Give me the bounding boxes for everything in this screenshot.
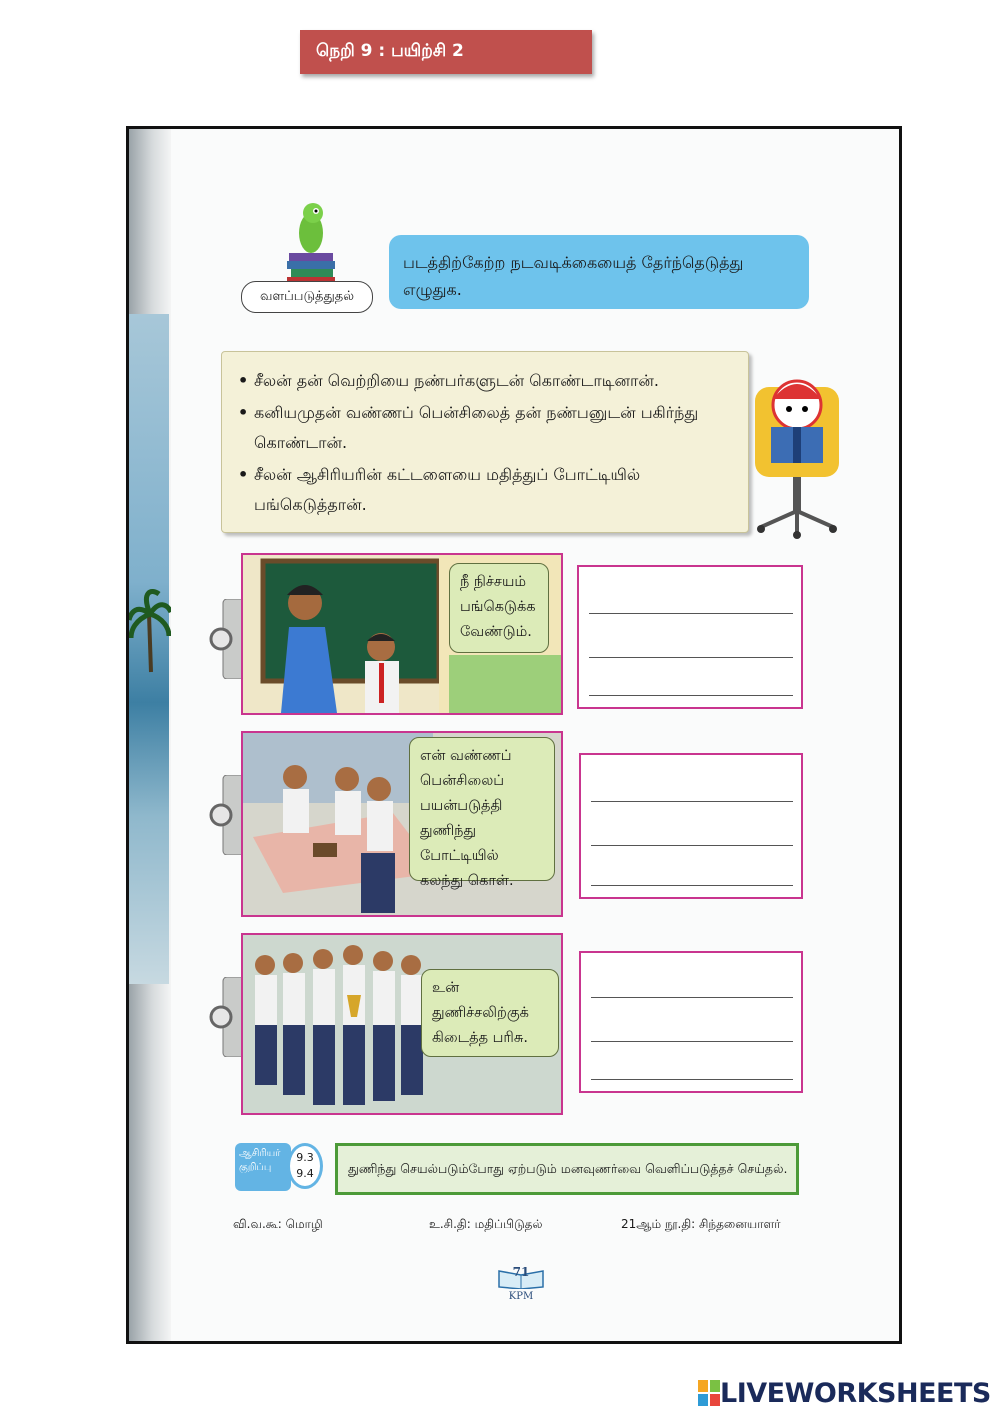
option-item: • சீலன் ஆசிரியரின் கட்டளையை மதித்துப் போட்டியில் பங்கெடுத்தான். xyxy=(238,460,736,520)
answer-line[interactable] xyxy=(589,613,793,614)
answer-box-1[interactable] xyxy=(577,565,803,709)
answer-line[interactable] xyxy=(591,997,793,998)
answer-box-3[interactable] xyxy=(579,951,803,1093)
picture-panel-3 xyxy=(241,933,563,1115)
answer-line[interactable] xyxy=(591,845,793,846)
speech-bubble: என் வண்ணப் பென்சிலைப் பயன்படுத்தி துணிந்து போட்டியில் கலந்து கொள். xyxy=(409,737,555,881)
answer-line[interactable] xyxy=(591,1041,793,1042)
mascot-on-books-icon xyxy=(281,199,341,287)
reference-code: 9.3 xyxy=(296,1151,314,1164)
picture-panel-1 xyxy=(241,553,563,715)
page-number: 71 xyxy=(512,1265,530,1279)
page-number-block xyxy=(497,1265,545,1302)
liveworksheets-mark-icon xyxy=(698,1380,720,1406)
option-item: • சீலன் தன் வெற்றியை நண்பர்களுடன் கொண்டாடினான். xyxy=(238,366,736,396)
teacher-note-label: ஆசிரியர் குறிப்பு xyxy=(235,1143,291,1191)
answer-line[interactable] xyxy=(591,1079,793,1080)
option-text: சீலன் ஆசிரியரின் கட்டளையை மதித்துப் போட்டியில் பங்கெடுத்தான். xyxy=(254,465,641,514)
answer-line[interactable] xyxy=(589,657,793,658)
answer-line[interactable] xyxy=(589,695,793,696)
speech-bubble: நீ நிச்சயம் பங்கெடுக்க வேண்டும். xyxy=(449,563,549,653)
answer-line[interactable] xyxy=(591,801,793,802)
reference-code: 9.4 xyxy=(296,1167,314,1180)
worksheet-title: நெறி 9 : பயிற்சி 2 xyxy=(300,30,592,74)
palm-tree-illustration xyxy=(129,584,171,674)
textbook-page xyxy=(126,126,902,1344)
option-item: • கனியமுதன் வண்ணப் பென்சிலைத் தன் நண்பனுடன் பகிர்ந்து கொண்டான். xyxy=(238,398,736,458)
option-text: சீலன் தன் வெற்றியை நண்பர்களுடன் கொண்டாடினான். xyxy=(254,371,659,390)
reading-mascot-illustration xyxy=(747,369,847,539)
brand-name: LIVEWORKSHEETS xyxy=(720,1377,991,1409)
instruction-box: படத்திற்கேற்ற நடவடிக்கையைத் தேர்ந்தெடுத்து எழுதுக. xyxy=(389,235,809,309)
options-card xyxy=(221,351,749,533)
footer-evaluation: உ.சி.தி: மதிப்பிடுதல் xyxy=(429,1217,543,1231)
footer-21st-century: 21ஆம் நூ.தி: சிந்தனையாளர் xyxy=(621,1217,781,1231)
teacher-note-badge xyxy=(235,1143,323,1191)
answer-box-2[interactable] xyxy=(579,753,803,899)
speech-bubble: உன் துணிச்சலிற்குக் கிடைத்த பரிசு. xyxy=(421,969,559,1057)
liveworksheets-logo[interactable] xyxy=(698,1378,991,1408)
answer-line[interactable] xyxy=(591,885,793,886)
option-text: கனியமுதன் வண்ணப் பென்சிலைத் தன் நண்பனுடன் பகிர்ந்து கொண்டான். xyxy=(254,403,699,452)
activity-label: வளப்படுத்துதல் xyxy=(241,281,373,313)
teacher-note-text: துணிந்து செயல்படும்போது ஏற்படும் மனவுணர்வை வெளிப்படுத்தச் செய்தல். xyxy=(335,1143,799,1195)
publisher-label: KPM xyxy=(508,1291,534,1302)
alarm-clock-icon xyxy=(287,1143,323,1189)
footer-skill: வி.வ.கூ: மொழி xyxy=(233,1217,323,1231)
picture-panel-2 xyxy=(241,731,563,917)
